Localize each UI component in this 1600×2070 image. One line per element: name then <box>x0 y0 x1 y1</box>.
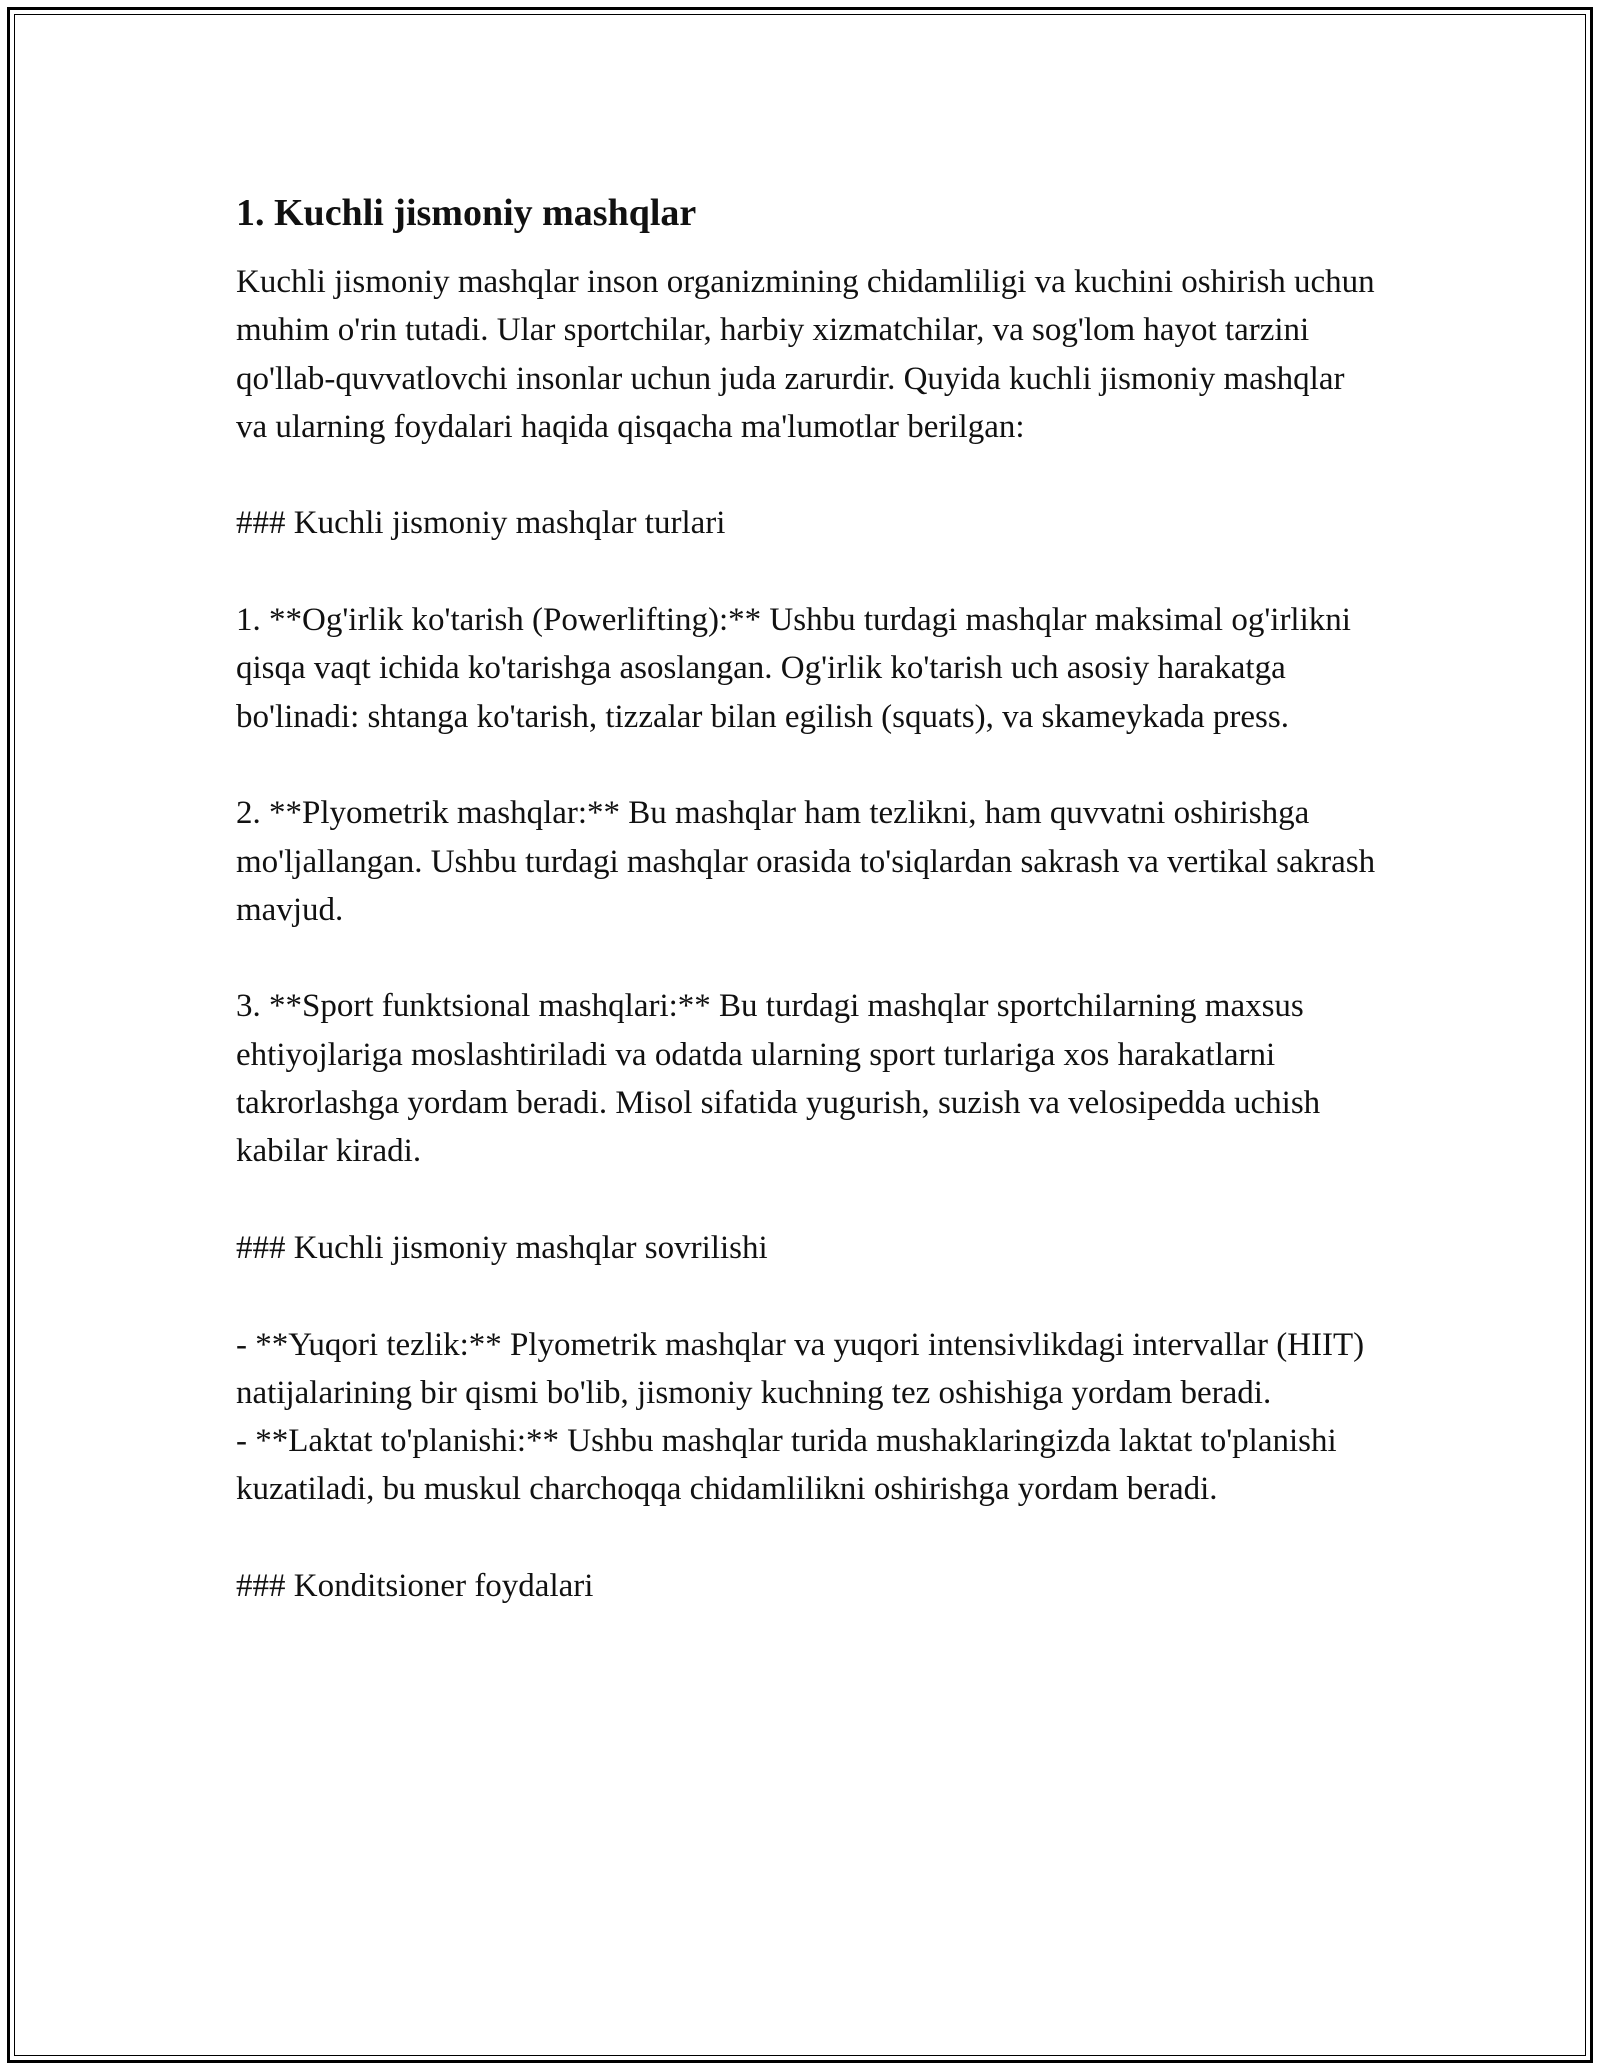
list-item: 3. **Sport funktsional mashqlari:** Bu turdagi mashqlar sportchilarning maxsus ehtiyojlariga moslashtiriladi va odatda ularning sport turlariga xos harakatlarni takrorlashga yordam beradi. Misol sifatida yugurish, suzish va velosipedda uchish kabilar kiradi. <box>236 988 1321 1170</box>
section-heading-types: ### Kuchli jismoniy mashqlar turlari <box>236 505 726 542</box>
section-heading-effects: ### Kuchli jismoniy mashqlar sovrilishi <box>236 1229 768 1266</box>
bullet-item: - **Laktat to'planishi:** Ushbu mashqlar turida mushaklaringizda laktat to'planishi kuzatiladi, bu muskul charchoqqa chidamlilikni oshirishga yordam beradi. <box>236 1423 1337 1508</box>
spacer <box>236 1272 1376 1320</box>
section-heading-benefits: ### Konditsioner foydalari <box>236 1568 594 1605</box>
spacer <box>236 741 1376 789</box>
document-body <box>236 186 1376 1610</box>
spacer <box>236 451 1376 499</box>
spacer <box>236 1176 1376 1224</box>
list-item: 1. **Og'irlik ko'tarish (Powerlifting):** Ushbu turdagi mashqlar maksimal og'irlikni qisqa vaqt ichida ko'tarishga asoslangan. Og'irlik ko'tarish uch asosiy harakatga bo'linadi: shtanga ko'tarish, tizzalar bilan egilish (squats), va skameykada press. <box>236 602 1351 735</box>
bullet-item: - **Yuqori tezlik:** Plyometrik mashqlar va yuqori intensivlikdagi intervallar (HIIT) natijalarining bir qismi bo'lib, jismoniy kuchning tez oshishiga yordam beradi. <box>236 1326 1365 1411</box>
spacer <box>236 1514 1376 1562</box>
list-item: 2. **Plyometrik mashqlar:** Bu mashqlar ham tezlikni, ham quvvatni oshirishga mo'ljallangan. Ushbu turdagi mashqlar orasida to'siqlardan sakrash va vertikal sakrash mavjud. <box>236 795 1376 928</box>
document-title: 1. Kuchli jismoniy mashqlar <box>236 192 697 234</box>
spacer <box>236 548 1376 596</box>
intro-paragraph: Kuchli jismoniy mashqlar inson organizmining chidamliligi va kuchini oshirish uchun muhim o'rin tutadi. Ular sportchilar, harbiy xizmatchilar, va sog'lom hayot tarzini qo'llab-quvvatlovchi insonlar uchun juda zarurdir. Quyida kuchli jismoniy mashqlar va ularning foydalari haqida qisqacha ma'lumotlar berilgan: <box>236 264 1375 445</box>
spacer <box>236 934 1376 982</box>
